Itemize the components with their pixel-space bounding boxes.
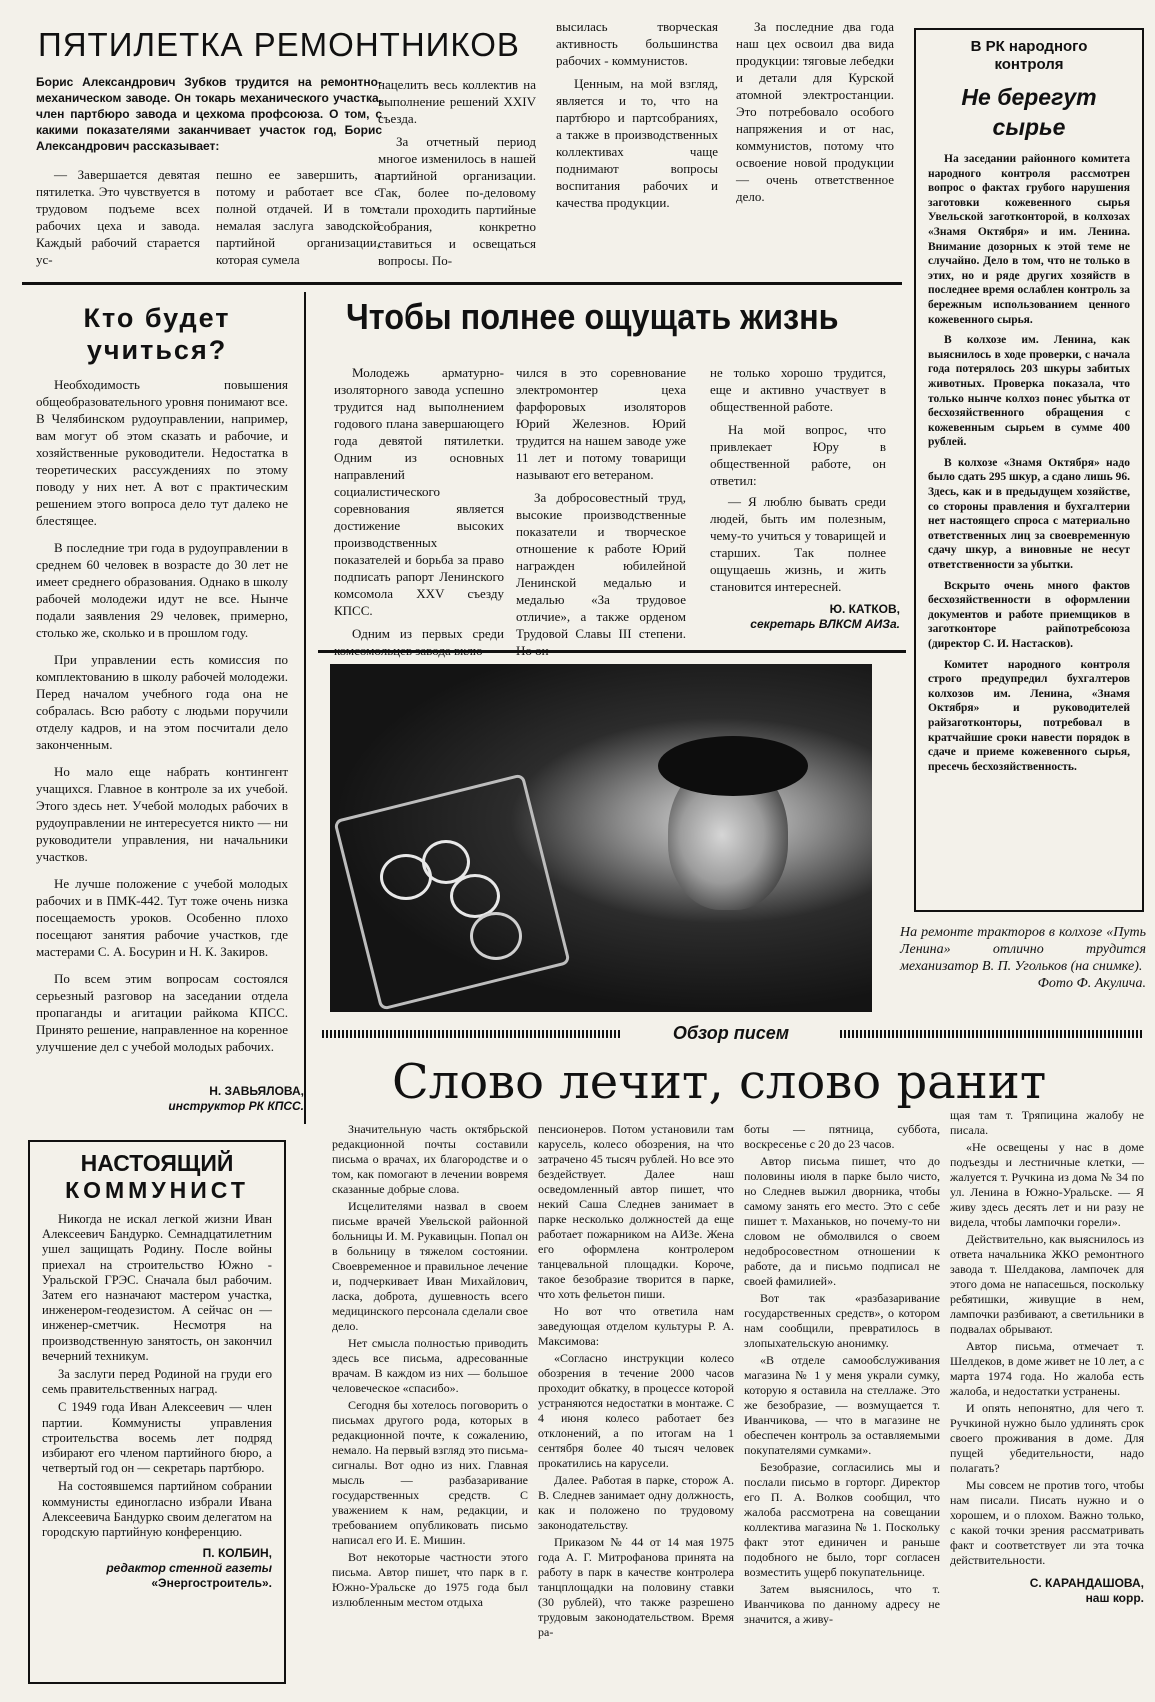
study-title: Кто будет учиться?: [83, 303, 231, 365]
life-divider: [318, 650, 906, 653]
top-article-col2: пешно ее завершить, а потому и работает все с полной отдачей. И в том немалая заслуга заводской партийной организации, которая сумела: [216, 167, 380, 267]
top-divider: [22, 282, 902, 285]
life-signature: Ю. КАТКОВ, секретарь ВЛКСМ АИЗа.: [750, 602, 900, 631]
letters-col3: боты — пятница, суббота, воскресенье с 20 до 23 часов. Автор письма пишет, что до половины июля в парке было чисто, но Следнев выжил дворника, чтобы самому занять его место. Это с себе пишет т. Маханьков, но почему-то ни словом не обмолвился о своем недобросовестном отношении к работе, да и письмо подписал не своей фамилией». Вот так «разбазаривание государственных средств», о котором нам сообщили, превратилось в злопыхательскую анонимку. «В отделе самообслуживания магазина № 1 у меня украли сумку, которую я оставила на стеллаже. Это же безобразие, — возмущается т. Иванчикова, — что в магазине не обеспечен контроль за оставляемыми покупателями сумками». Безобразие, согласились мы и послали письмо в горторг. Директор его П. А. Волков сообщил, что жалоба рассмотрена на совещании коллектива магазина № 1. Поскольку факт этот единичен и раньше подобного не было, торг согласен возместить ущерб покупательнице. Затем выяснилось, что т. Иванчикова по данному адресу не значится, а живу-: [744, 1122, 940, 1626]
mechanic-photo: [330, 664, 872, 1012]
study-body: Необходимость повышения общеобразовательного уровня понимают все. В Челябинском рудоуправлении, например, вам могут об этом сказать и рабочие, и хозяйственные руководители. Недостатка в теоретических рассуждениях по этому поводу у них нет. А вот с практическим решением этого вопроса дело тут далеко не блестящее. В последние три года в рудоуправлении в среднем 60 человек в возрасте до 30 лет не имеет среднего образования. Однако в школу рабочей молодежи идут не все. Нынче подали заявления 29 человек, примерно, столько же, сколько и в прошлом году. При управлении есть комиссия по комплектованию в школу рабочей молодежи. Перед началом учебного года она не собралась. Всю работу с людьми поручили отделу кадров, и на этом посчитали дело законченным. Но мало еще набрать контингент учащихся. Главное в контроле за их учебой. Этого здесь нет. Учебой молодых рабочих в рудоуправлении не интересуется никто — ни руководители управления, ни начальники участков. Не лучше положение с учебой молодых рабочих и в ПМК-442. Тут тоже очень низка посещаемость уроков. Особенно плохо посещают занятия рабочие участков, где мастерами С. А. Босурин и Н. К. Закиров. По всем этим вопросам состоялся серьезный разговор на заседании отдела пропаганды и агитации райкома КПСС. Принято решение, направленное на коренное улучшение дел с учебой молодых рабочих.: [36, 377, 288, 1054]
letters-article: [332, 1108, 1148, 1698]
top-article: [22, 18, 902, 280]
rk-title: Не берегут сырье: [961, 84, 1097, 140]
letters-rubric: Обзор писем: [672, 1023, 790, 1043]
hair-graphic: [658, 736, 808, 796]
communist-box: [28, 1140, 286, 1684]
study-signature: Н. ЗАВЬЯЛОВА, инструктор РК КПСС.: [168, 1084, 304, 1113]
communist-signature: П. КОЛБИН, редактор стенной газеты «Энергостроитель».: [106, 1546, 272, 1591]
communist-title-line1: НАСТОЯЩИЙ: [80, 1150, 234, 1176]
rubric-hatch-left: [322, 1030, 622, 1038]
letters-title: Слово лечит, слово ранит: [392, 1054, 1047, 1110]
top-article-col1: — Завершается девятая пятилетка. Это чувствуется в трудовом подъеме всех рабочих цеха и завода. Каждый рабочий старается ус-: [36, 167, 200, 267]
left-column-divider: [304, 292, 306, 1124]
letters-signature: С. КАРАНДАШОВА, наш корр.: [1029, 1576, 1144, 1605]
rubric-hatch-right: [840, 1030, 1144, 1038]
rk-body: На заседании районного комитета народного контроля рассмотрен вопрос о фактах грубого нарушения заготовки кожевенного сырья Увельской заготконторой, в колхозах «Знамя Октября» и им. Ленина. Внимание дозорных к этой теме не случайно. Дело в том, что не только в этих, но и ряде других хозяйств в последнее время ослаблен контроль за бережным использованием ценного кожевенного сырья. В колхозе им. Ленина, как выяснилось в ходе проверки, с начала года потерялось 203 шкуры забитых животных. Проверка показала, что только нынче колхоз понес убытка от бесхозяйственного обращения с кожевенным сырьем в сумме 400 рублей. В колхозе «Знамя Октября» надо было сдать 295 шкур, а сдано лишь 96. Здесь, как и в предыдущем хозяйстве, со стороны правления и бухгалтерии нет настоящего спроса с материально ответственных лиц за своевременную сдачу шкур, а виновные не несут ответственности за убытки. Вскрыто очень много фактов бесхозяйственности в оформлении документов и работе приемщиков в заготконторе райпотребсоюза (директор С. И. Настасков). Комитет народного контроля строго предупредил бухгалтеров колхозов им. Ленина, «Знамя Октября» и руководителей райзаготконторы, потребовал в кратчайшие сроки навести порядок в сдаче и приеме кожевенного сырья, пресечь бесхозяйственность.: [928, 153, 1130, 773]
letters-col2: пенсионеров. Потом установили там карусель, колесо обозрения, на что затрачено 45 тысяч рублей. Но все это бездействует. Далее наш осведомленный автор пишет, что некий Саша Следнев занимает в парке несколько должностей да еще работает пожарником на АИЗе. Жена его оформлена контролером танцевальной площадки. Короче, такое безобразие творится в парке, что хоть фельетон пиши. Но вот что ответила нам заведующая отделом культуры Р. А. Максимова: «Согласно инструкции колесо обозрения в течение 2000 часов проходит обкатку, в процессе которой устраняются недостатки в монтаже. С 4 июня колесо работает без отклонений, а по итогам на 1 сентября более 40 тысяч человек прокатились на карусели. Далее. Работая в парке, сторож А. В. Следнев занимает одну должность, как и положено по трудовому законодательству. Приказом № 44 от 14 мая 1975 года А. Г. Митрофанова принята на работу в парк в качестве контролера танцплощадки на половину ставки (30 рублей), что также разрешено трудовым законодательством. Время ра-: [538, 1122, 734, 1639]
panel-graphic: [333, 773, 571, 1011]
top-article-lead: Борис Александрович Зубков трудится на ремонтно-механическом заводе. Он токарь механического участка, член партбюро завода и цехкома профсоюза. О том, с какими показателями заканчивает участок год, Борис Александрович рассказывает:: [36, 75, 382, 153]
top-article-title: ПЯТИЛЕТКА РЕМОНТНИКОВ: [38, 26, 520, 63]
letters-rubric-bar: [322, 1022, 1146, 1046]
top-article-col5: За последние два года наш цех освоил два вида продукции: тяговые лебедки и детали для Курской атомной электростанции. Это потребовало особого напряжения и от нас, коммунистов, потому что освоение новой продукции — очень ответственное дело.: [736, 19, 894, 204]
life-col1: Молодежь арматурно-изоляторного завода успешно трудится над выполнением годового плана завершающего года девятой пятилетки. Одним из основных направлений социалистического соревнования является достижение высоких производственных показателей и борьба за право подписать рапорт Ленинского комсомола XXV съезду КПСС. Одним из первых среди: [334, 365, 504, 641]
photo-caption: На ремонте тракторов в колхозе «Путь Ленина» отлично трудится механизатор В. П. Угольков (на снимке). Фото Ф. Акулича.: [900, 925, 1146, 991]
life-col2: чился в это соревнование электромонтер цеха фарфоровых изоляторов Юрий Железнов. Юрий трудится на нашем заводе уже 11 лет и потому товарищи называют его ветераном. За добросовестный труд, высокие производственные показатели и творческое отношение к работе Юрий награжден юбилейной Ленинской медалью и медалью «За трудовое отличие», а также орденом Трудовой Славы III степени.: [516, 365, 686, 641]
life-col3: не только хорошо трудится, еще и активно участвует в общественной работе. На мой вопрос, что привлекает Юру в общественной работе, он ответил: — Я люблю бывать среди людей, быть им полезным, чему-то учиться у товарищей и старших. Так полнее ощущаешь жизнь, и жить становится интересней.: [710, 365, 886, 594]
top-article-col3: нацелить весь коллектив на выполнение решений XXIV съезда. За отчетный период многое изменилось в нашей партийной организации. Так, более по-деловому стали проходить партийные собрания, конкретно ставиться и освещаться вопросы. По-: [378, 77, 536, 268]
rk-control-box: [914, 28, 1144, 912]
rk-rubric: В РК народного контроля: [970, 38, 1088, 73]
top-article-col4: высилась творческая активность большинства рабочих - коммунистов. Ценным, на мой взгляд, является и то, что на партбюро и партсобраниях, а также в производственных коллективах чаще поднимают вопросы воспитания рабочих и качества продукции.: [556, 19, 718, 210]
communist-body: Никогда не искал легкой жизни Иван Алексеевич Бандурко. Семнадцатилетним ушел защищать Родину. После войны приехал на строительство Южно - Уральской ГРЭС. Сначала был рабочим. Затем его назначают мастером участка, инженером-геодезистом. А сейчас он — инженер-сметчик. Несмотря на производственную занятость, он закончил вечерний техникум. За заслуги перед Родиной на груди его семь правительственных наград. С 1949 года Иван Алексеевич — член партии. Коммунисты управления строительства восемь лет подряд избирают его членом партийного бюро, а четвертый год он — секретарь партбюро. На состоявшемся партийном собрании коммунисты единогласно избрали Ивана Алексеевича Бандурко своим делегатом на городскую партийную конференцию.: [42, 1212, 272, 1540]
communist-title-line2: КОММУНИСТ: [65, 1177, 249, 1203]
study-article: [22, 292, 304, 1122]
life-title: Чтобы полнее ощущать жизнь: [346, 296, 839, 337]
letters-col1: Значительную часть октябрьской редакционной почты составили письма о врачах, их благородстве и о том, как помогают в лечении вовремя сказанные добрые слова. Исцелителями назвал в своем письме врачей Увельской районной больницы И. М. Рукавицын. Попал он в больницу в тяжелом состоянии. Своевременное и правильное лечение и, подчеркивает Иван Михайлович, ласка, доброта, душевность всего медицинского персонала сделали свое дело. Нет смысла полностью приводить здесь все письма, адресованные врачам. В каждом из них — большое человеческое «спасибо». Сегодня бы хотелось поговорить о письмах другого рода, которых в редакционной почте, к сожалению, немало. На первый взгляд это письма-сигналы. Вот одно из них. Главная мысль — разбазаривание государственных средств. С уважением к нам, редакции, и требованием опубликовать письмо написал его И. Е. Мишин. Вот некоторые частности этого письма. Автор пишет, что парк в г. Южно-Уральске до 1975 года был излюбленным местом отдыха: [332, 1122, 528, 1609]
life-article: [318, 292, 906, 652]
letters-col4: щая там т. Тряпицина жалобу не писала. «Не освещены у нас в доме подъезды и лестничные клетки, — жалуется т. Ручкина из дома № 34 по ул. Ленина в Южно-Уральске. — Я живу здесь десять лет и ни разу не видела, чтобы лампочки горели». Действительно, как выяснилось из ответа начальника ЖКО ремонтного завода т. Шелдакова, лампочек для этого дома не напасешься, поскольку ребятишки, живущие в нем, лампочки разбивают, а светильники в подвалах обрывают. Автор письма, отмечает т. Шелдеков, в доме живет не 10 лет, а с марта 1974 года. Но жалоба есть жалоба, и недостатки устранены. И опять непонятно, для чего т. Ручкиной нужно было удлинять срок своего проживания в доме. Для пущей убедительности, надо полагать? Мы совсем не против того, чтобы нам писали. Писать нужно и о хорошем, и о плохом. Важно только, с какой точки зрения рассматривать факт и соответствует ли эта точка действительности. С. КАРАНДАШОВА, наш корр.: [950, 1108, 1144, 1605]
